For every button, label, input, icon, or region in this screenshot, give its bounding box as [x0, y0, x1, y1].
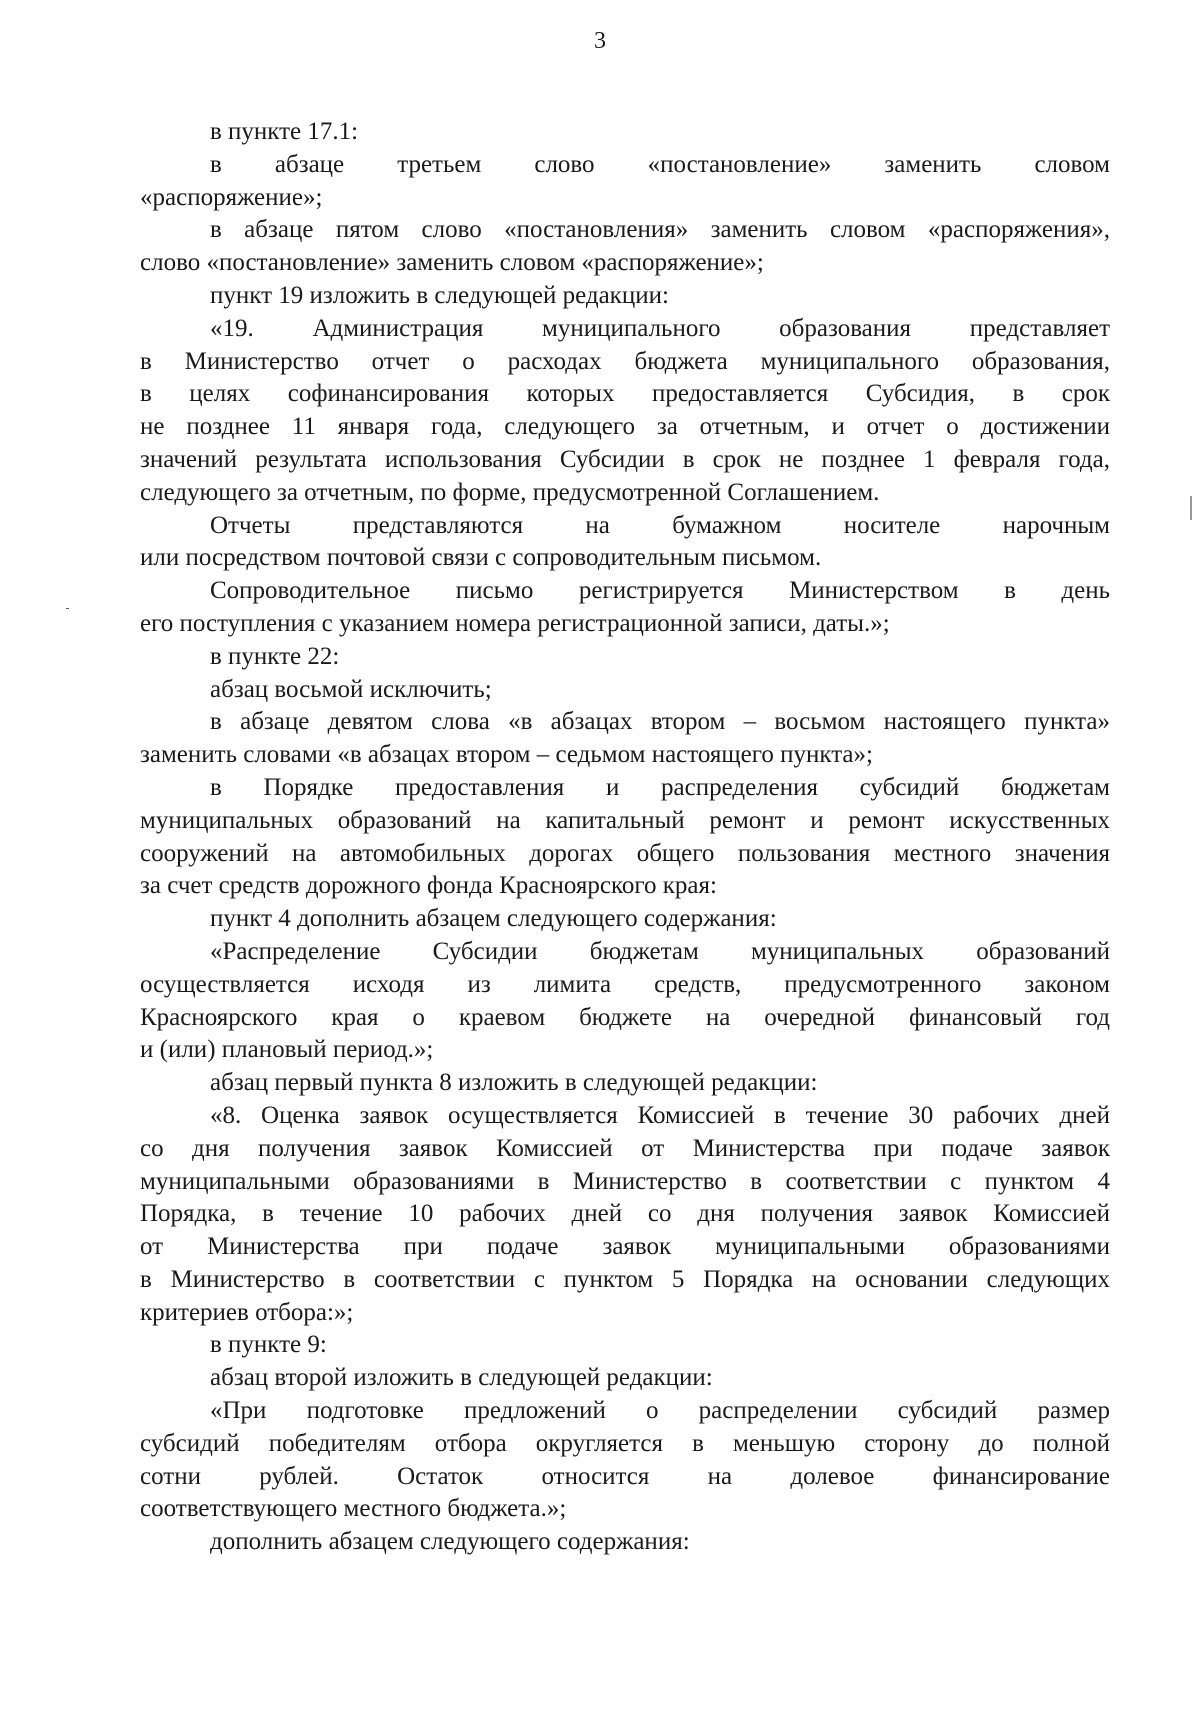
text-line: Отчеты представляются на бумажном носителе нарочным — [210, 511, 1110, 539]
text-line: абзац второй изложить в следующей редакции: — [210, 1364, 713, 1392]
text-line: в целях софинансирования которых предоставляется Субсидия, в срок — [140, 380, 1110, 408]
text-line: следующего за отчетным, по форме, предусмотренной Соглашением. — [140, 478, 880, 506]
text-line: дополнить абзацем следующего содержания: — [210, 1528, 690, 1556]
text-line: в Министерство в соответствии с пунктом 5 Порядка на основании следующих — [140, 1265, 1110, 1293]
text-line: в Порядке предоставления и распределения субсидий бюджетам — [210, 773, 1110, 801]
page-number: 3 — [594, 28, 606, 54]
text-line: «19. Администрация муниципального образования представляет — [210, 314, 1110, 342]
text-line: критериев отбора:»; — [140, 1298, 354, 1326]
text-line: в абзаце пятом слово «постановления» заменить словом «распоряжения», — [210, 216, 1110, 244]
text-line: сотни рублей. Остаток относится на долевое финансирование — [140, 1462, 1110, 1490]
scan-artifact — [66, 608, 69, 609]
text-line: Сопроводительное письмо регистрируется Министерством в день — [210, 577, 1110, 605]
document-body — [140, 116, 1110, 1559]
text-line: его поступления с указанием номера регистрационной записи, даты.»; — [140, 609, 890, 637]
text-line: от Министерства при подаче заявок муниципальными образованиями — [140, 1233, 1110, 1261]
text-line: «распоряжение»; — [140, 183, 323, 211]
text-line: муниципальными образованиями в Министерство в соответствии с пунктом 4 — [140, 1167, 1110, 1195]
text-line: в пункте 22: — [210, 642, 340, 670]
text-line: «8. Оценка заявок осуществляется Комиссией в течение 30 рабочих дней — [210, 1101, 1110, 1129]
text-line: «При подготовке предложений о распределении субсидий размер — [210, 1397, 1110, 1425]
text-line: значений результата использования Субсидии в срок не позднее 1 февраля года, — [140, 445, 1110, 473]
text-line: субсидий победителям отбора округляется в меньшую сторону до полной — [140, 1429, 1110, 1457]
text-line: заменить словами «в абзацах втором – седьмом настоящего пункта»; — [140, 741, 873, 769]
text-line: за счет средств дорожного фонда Красноярского края: — [140, 872, 717, 900]
text-line: в пункте 9: — [210, 1331, 327, 1359]
text-line: «Распределение Субсидии бюджетам муниципальных образований — [210, 937, 1110, 965]
text-line: пункт 4 дополнить абзацем следующего содержания: — [210, 905, 777, 933]
text-line: не позднее 11 января года, следующего за отчетным, и отчет о достижении — [140, 413, 1110, 441]
text-line: слово «постановление» заменить словом «распоряжение»; — [140, 249, 764, 277]
text-line: сооружений на автомобильных дорогах общего пользования местного значения — [140, 839, 1110, 867]
text-line: или посредством почтовой связи с сопроводительным письмом. — [140, 544, 822, 572]
text-line: пункт 19 изложить в следующей редакции: — [210, 281, 669, 309]
text-line: соответствующего местного бюджета.»; — [140, 1495, 567, 1523]
text-line: в Министерство отчет о расходах бюджета муниципального образования, — [140, 347, 1110, 375]
text-line: в абзаце третьем слово «постановление» заменить словом — [210, 150, 1110, 178]
text-line: Порядка, в течение 10 рабочих дней со дня получения заявок Комиссией — [140, 1200, 1110, 1228]
text-line: в пункте 17.1: — [210, 118, 359, 145]
text-line: и (или) плановый период.»; — [140, 1036, 434, 1064]
binding-edge-mark — [1190, 496, 1192, 520]
text-line: Красноярского края о краевом бюджете на очередной финансовый год — [140, 1003, 1110, 1031]
text-line: осуществляется исходя из лимита средств, предусмотренного законом — [140, 970, 1110, 998]
text-line: муниципальных образований на капитальный ремонт и ремонт искусственных — [140, 806, 1110, 834]
text-line: со дня получения заявок Комиссией от Министерства при подаче заявок — [140, 1134, 1110, 1162]
text-line: абзац восьмой исключить; — [210, 675, 492, 703]
text-line: в абзаце девятом слова «в абзацах втором – восьмом настоящего пункта» — [210, 708, 1110, 736]
text-line: абзац первый пункта 8 изложить в следующей редакции: — [210, 1069, 818, 1097]
